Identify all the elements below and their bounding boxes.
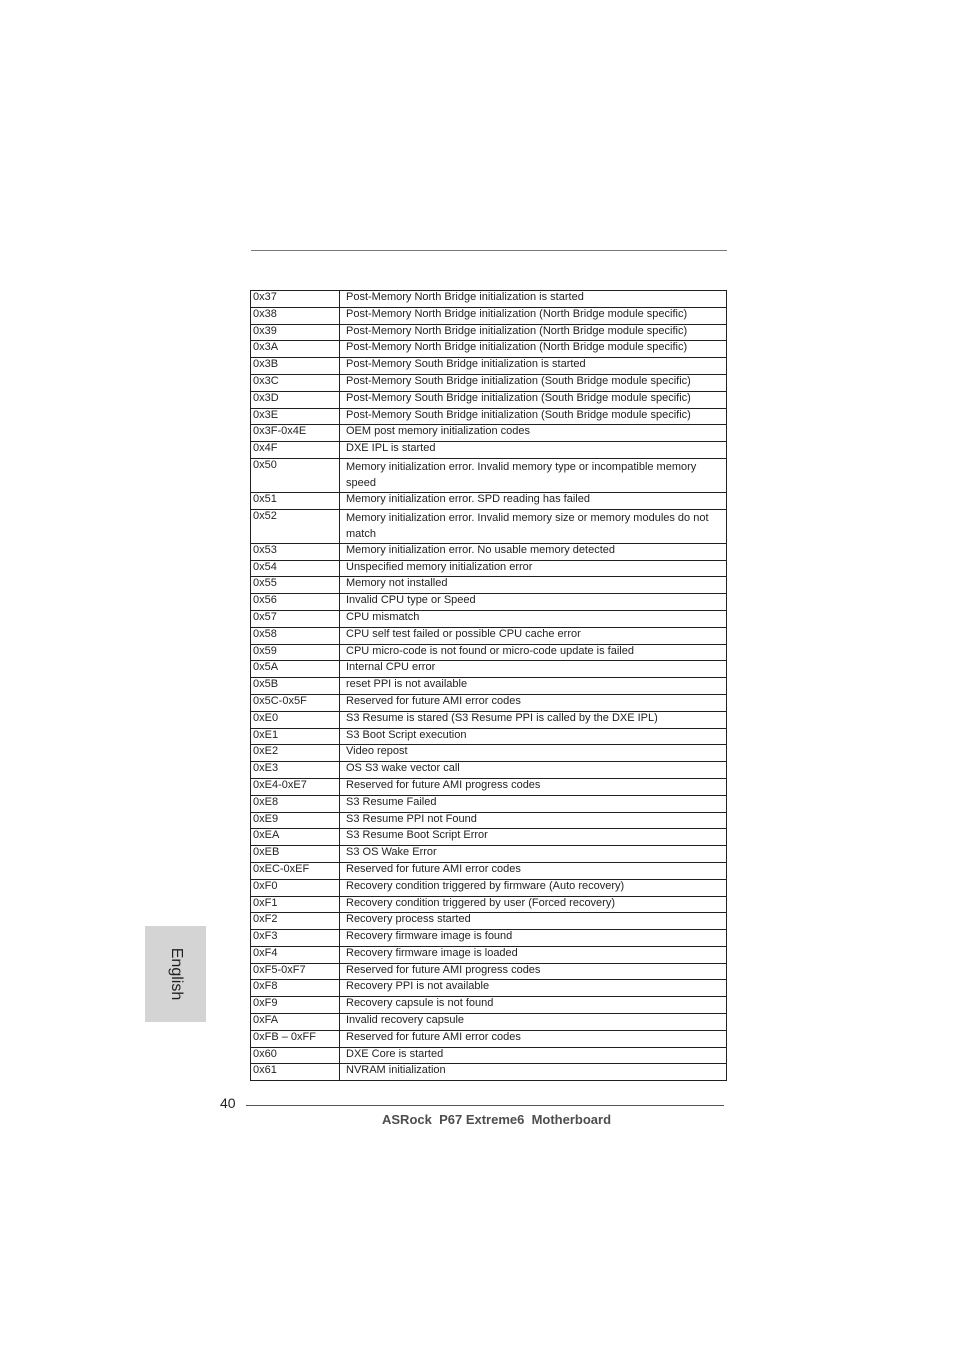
- table-row: [251, 509, 727, 543]
- description-cell: Reserved for future AMI progress codes: [340, 778, 727, 795]
- table-row: [251, 661, 727, 678]
- code-cell: 0x55: [251, 577, 340, 594]
- description-cell: CPU self test failed or possible CPU cache error: [340, 627, 727, 644]
- description-cell: Memory initialization error. No usable memory detected: [340, 543, 727, 560]
- description-cell: Unspecified memory initialization error: [340, 560, 727, 577]
- description-cell: S3 Resume PPI not Found: [340, 812, 727, 829]
- code-cell: 0xF0: [251, 879, 340, 896]
- description-cell: DXE Core is started: [340, 1047, 727, 1064]
- code-cell: 0xE2: [251, 745, 340, 762]
- page-number: 40: [220, 1095, 236, 1111]
- description-cell: Post-Memory North Bridge initialization (North Bridge module specific): [340, 307, 727, 324]
- description-cell: Reserved for future AMI progress codes: [340, 963, 727, 980]
- description-cell: reset PPI is not available: [340, 678, 727, 695]
- table-row: [251, 980, 727, 997]
- table-row: [251, 946, 727, 963]
- code-cell: 0x58: [251, 627, 340, 644]
- code-cell: 0x3B: [251, 358, 340, 375]
- post-code-table-body: [251, 291, 727, 1081]
- table-row: [251, 391, 727, 408]
- description-cell: Invalid recovery capsule: [340, 1014, 727, 1031]
- description-cell: Reserved for future AMI error codes: [340, 862, 727, 879]
- code-cell: 0xF2: [251, 913, 340, 930]
- table-row: [251, 829, 727, 846]
- description-cell: Recovery condition triggered by firmware (Auto recovery): [340, 879, 727, 896]
- description-cell: Recovery process started: [340, 913, 727, 930]
- table-row: [251, 341, 727, 358]
- description-cell: S3 Resume is stared (S3 Resume PPI is called by the DXE IPL): [340, 711, 727, 728]
- table-row: [251, 930, 727, 947]
- table-row: [251, 458, 727, 492]
- table-row: [251, 896, 727, 913]
- code-cell: 0xE1: [251, 728, 340, 745]
- table-row: [251, 610, 727, 627]
- description-cell: OEM post memory initialization codes: [340, 425, 727, 442]
- table-row: [251, 425, 727, 442]
- table-row: [251, 358, 727, 375]
- table-row: [251, 997, 727, 1014]
- code-cell: 0x51: [251, 492, 340, 509]
- code-cell: 0x38: [251, 307, 340, 324]
- description-cell: S3 Boot Script execution: [340, 728, 727, 745]
- table-row: [251, 307, 727, 324]
- code-cell: 0xFA: [251, 1014, 340, 1031]
- table-row: [251, 442, 727, 459]
- table-row: [251, 1064, 727, 1081]
- code-cell: 0xE8: [251, 795, 340, 812]
- code-cell: 0x57: [251, 610, 340, 627]
- table-row: [251, 594, 727, 611]
- description-cell: Recovery firmware image is loaded: [340, 946, 727, 963]
- code-cell: 0x56: [251, 594, 340, 611]
- description-cell: Recovery PPI is not available: [340, 980, 727, 997]
- table-row: [251, 627, 727, 644]
- code-cell: 0xF5-0xF7: [251, 963, 340, 980]
- table-row: [251, 374, 727, 391]
- description-cell: NVRAM initialization: [340, 1064, 727, 1081]
- description-cell: Post-Memory South Bridge initialization (South Bridge module specific): [340, 391, 727, 408]
- description-cell: Post-Memory North Bridge initialization (North Bridge module specific): [340, 324, 727, 341]
- table-row: [251, 812, 727, 829]
- description-cell: Post-Memory North Bridge initialization is started: [340, 291, 727, 308]
- code-cell: 0xEB: [251, 846, 340, 863]
- description-cell: Reserved for future AMI error codes: [340, 1030, 727, 1047]
- description-cell: Recovery condition triggered by user (Forced recovery): [340, 896, 727, 913]
- code-cell: 0xE0: [251, 711, 340, 728]
- description-cell: Reserved for future AMI error codes: [340, 694, 727, 711]
- description-cell: Internal CPU error: [340, 661, 727, 678]
- code-cell: 0x50: [251, 458, 340, 492]
- description-cell: Memory initialization error. Invalid memory type or incompatible memory speed: [340, 458, 727, 492]
- description-cell: Recovery capsule is not found: [340, 997, 727, 1014]
- code-cell: 0x61: [251, 1064, 340, 1081]
- table-row: [251, 324, 727, 341]
- code-cell: 0x5C-0x5F: [251, 694, 340, 711]
- code-cell: 0x3C: [251, 374, 340, 391]
- description-cell: CPU micro-code is not found or micro-code update is failed: [340, 644, 727, 661]
- code-cell: 0x59: [251, 644, 340, 661]
- description-cell: Memory initialization error. SPD reading has failed: [340, 492, 727, 509]
- code-cell: 0xEA: [251, 829, 340, 846]
- code-cell: 0x3D: [251, 391, 340, 408]
- table-row: [251, 913, 727, 930]
- description-cell: DXE IPL is started: [340, 442, 727, 459]
- table-row: [251, 678, 727, 695]
- code-cell: 0xF3: [251, 930, 340, 947]
- description-cell: Post-Memory South Bridge initialization (South Bridge module specific): [340, 374, 727, 391]
- code-cell: 0xE3: [251, 762, 340, 779]
- code-cell: 0xF9: [251, 997, 340, 1014]
- language-label: English: [167, 947, 185, 1001]
- footer-divider: [246, 1105, 724, 1106]
- description-cell: CPU mismatch: [340, 610, 727, 627]
- table-row: [251, 1047, 727, 1064]
- table-row: [251, 694, 727, 711]
- code-cell: 0xF1: [251, 896, 340, 913]
- language-side-tab: [145, 926, 206, 1022]
- post-code-table: [250, 290, 727, 1081]
- header-divider: [251, 250, 727, 251]
- table-row: [251, 795, 727, 812]
- code-cell: 0x3F-0x4E: [251, 425, 340, 442]
- description-cell: OS S3 wake vector call: [340, 762, 727, 779]
- code-cell: 0x60: [251, 1047, 340, 1064]
- table-row: [251, 543, 727, 560]
- code-cell: 0x3A: [251, 341, 340, 358]
- description-cell: Post-Memory South Bridge initialization (South Bridge module specific): [340, 408, 727, 425]
- code-cell: 0xFB – 0xFF: [251, 1030, 340, 1047]
- table-row: [251, 862, 727, 879]
- code-cell: 0xE9: [251, 812, 340, 829]
- footer-title: ASRock P67 Extreme6 Motherboard: [382, 1112, 612, 1127]
- description-cell: Memory initialization error. Invalid memory size or memory modules do not match: [340, 509, 727, 543]
- table-row: [251, 879, 727, 896]
- table-row: [251, 291, 727, 308]
- description-cell: S3 Resume Failed: [340, 795, 727, 812]
- table-row: [251, 728, 727, 745]
- description-cell: Post-Memory South Bridge initialization is started: [340, 358, 727, 375]
- table-row: [251, 711, 727, 728]
- table-row: [251, 408, 727, 425]
- table-row: [251, 492, 727, 509]
- code-cell: 0x4F: [251, 442, 340, 459]
- description-cell: Post-Memory North Bridge initialization (North Bridge module specific): [340, 341, 727, 358]
- code-cell: 0x39: [251, 324, 340, 341]
- description-cell: Video repost: [340, 745, 727, 762]
- description-cell: S3 Resume Boot Script Error: [340, 829, 727, 846]
- table-row: [251, 778, 727, 795]
- code-cell: 0x37: [251, 291, 340, 308]
- code-cell: 0xF8: [251, 980, 340, 997]
- code-cell: 0xEC-0xEF: [251, 862, 340, 879]
- table-row: [251, 1030, 727, 1047]
- table-row: [251, 644, 727, 661]
- table-row: [251, 846, 727, 863]
- code-cell: 0x53: [251, 543, 340, 560]
- code-cell: 0x5B: [251, 678, 340, 695]
- code-cell: 0x3E: [251, 408, 340, 425]
- code-cell: 0xE4-0xE7: [251, 778, 340, 795]
- code-cell: 0xF4: [251, 946, 340, 963]
- description-cell: Recovery firmware image is found: [340, 930, 727, 947]
- table-row: [251, 560, 727, 577]
- description-cell: Invalid CPU type or Speed: [340, 594, 727, 611]
- table-row: [251, 1014, 727, 1031]
- description-cell: Memory not installed: [340, 577, 727, 594]
- table-row: [251, 762, 727, 779]
- table-row: [251, 577, 727, 594]
- table-row: [251, 745, 727, 762]
- description-cell: S3 OS Wake Error: [340, 846, 727, 863]
- code-cell: 0x5A: [251, 661, 340, 678]
- code-cell: 0x54: [251, 560, 340, 577]
- table-row: [251, 963, 727, 980]
- code-cell: 0x52: [251, 509, 340, 543]
